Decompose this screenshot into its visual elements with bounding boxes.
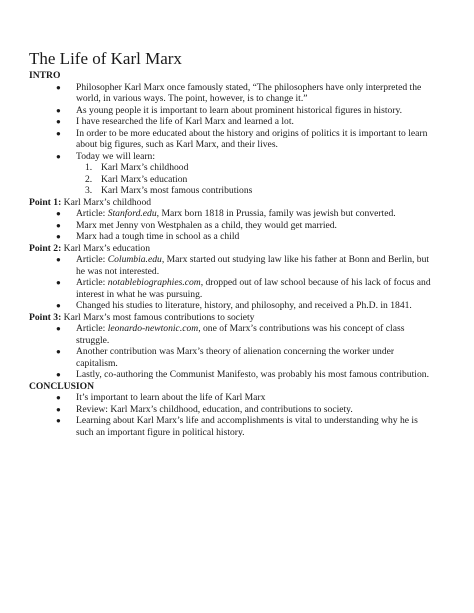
- bullet-icon: ●: [56, 220, 61, 230]
- bullet-icon: ●: [56, 232, 61, 241]
- list-item: ● I have researched the life of Karl Marx and learned a lot.: [56, 116, 294, 127]
- conclusion-heading: CONCLUSION: [29, 380, 95, 392]
- bullet-icon: ●: [56, 416, 61, 425]
- bullet-icon: ●: [56, 393, 61, 402]
- point1-list: [29, 208, 434, 243]
- point1-heading: Point 1: Karl Marx’s childhood: [29, 196, 152, 208]
- point2-list: [29, 254, 434, 312]
- list-item: ● In order to be more educated about the history and origins of politics it is important to learn about big figures, such as Karl Marx, and their lives.: [56, 127, 428, 150]
- list-item: ● Lastly, co-authoring the Communist Manifesto, was probably his most famous contribution.: [56, 369, 429, 380]
- bullet-icon: ●: [56, 82, 61, 92]
- bullet-icon: ●: [56, 278, 61, 287]
- list-item: ● Another contribution was Marx’s theory of alienation concerning the worker under capitalism.: [56, 346, 395, 369]
- list-item: ● It’s important to learn about the life of Karl Marx: [56, 392, 266, 403]
- bullet-icon: ●: [56, 128, 61, 138]
- bullet-icon: ●: [56, 151, 61, 161]
- list-item: ● Article: notablebiographies.com, dropped out of law school because of his lack of focus and interest in what he was pursuing.: [56, 277, 431, 300]
- bullet-icon: ●: [56, 370, 61, 379]
- bullet-icon: ●: [56, 347, 61, 356]
- point3-heading: Point 3: Karl Marx’s most famous contributions to society: [29, 311, 255, 323]
- list-item: ● Article: Stanford.edu, Marx born 1818 in Prussia, family was jewish but converted.: [56, 208, 396, 219]
- numbered-item: 2. Karl Marx’s education: [85, 173, 188, 185]
- bullet-icon: ●: [56, 404, 61, 414]
- bullet-icon: ●: [56, 209, 61, 218]
- list-item: ● Learning about Karl Marx’s life and accomplishments is vital to understanding why he is such an important figure in political history.: [56, 415, 418, 438]
- numbered-item: 1. Karl Marx’s childhood: [85, 162, 189, 173]
- intro-heading: INTRO: [29, 70, 61, 81]
- list-item: ● Article: leonardo-newtonic.com, one of Marx’s contributions was his concept of class struggle.: [56, 323, 405, 346]
- conclusion-list: [29, 392, 434, 438]
- bullet-icon: ●: [56, 117, 61, 126]
- list-item: ● Marx met Jenny von Westphalen as a child, they would get married.: [56, 219, 337, 231]
- list-item: ● Philosopher Karl Marx once famously stated, “The philosophers have only interpreted the world, in various ways. The point, however, is to change it.”: [56, 81, 422, 104]
- list-item: ● Today we will learn:: [56, 150, 155, 162]
- list-item: ● Changed his studies to literature, history, and philosophy, and received a Ph.D. in 1841.: [56, 300, 412, 311]
- point3-list: [29, 323, 434, 381]
- bullet-icon: ●: [56, 324, 61, 333]
- bullet-icon: ●: [56, 255, 61, 264]
- numbered-item: 3. Karl Marx’s most famous contributions: [85, 185, 253, 196]
- intro-sublist: [29, 162, 434, 197]
- list-item: ● Marx had a tough time in school as a child: [56, 231, 240, 242]
- bullet-icon: ●: [56, 105, 61, 115]
- intro-list: [29, 82, 434, 163]
- document-title: The Life of Karl Marx: [29, 49, 182, 68]
- list-item: ● Article: Columbia.edu, Marx started out studying law like his father at Bonn and Berlin, but he was not interested.: [56, 254, 430, 277]
- point2-heading: Point 2: Karl Marx’s education: [29, 242, 150, 254]
- list-item: ● As young people it is important to learn about prominent historical figures in history.: [56, 104, 403, 116]
- list-item: ● Review: Karl Marx’s childhood, education, and contributions to society.: [56, 403, 353, 415]
- bullet-icon: ●: [56, 301, 61, 310]
